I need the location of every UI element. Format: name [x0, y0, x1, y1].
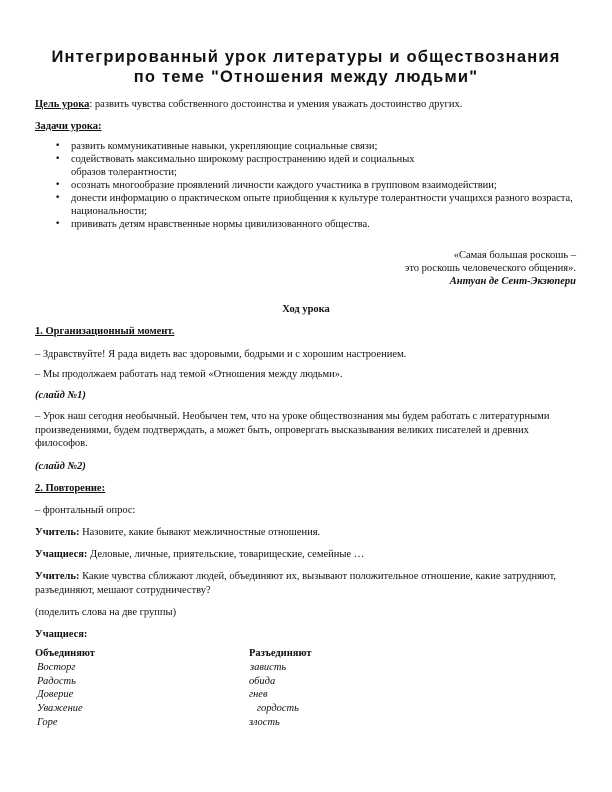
document-title	[30, 47, 582, 87]
word-divide: гордость	[249, 703, 299, 715]
epigraph-line-1: «Самая большая роскошь –	[453, 250, 576, 261]
students-label-2: Учащиеся:	[35, 629, 88, 640]
word-divide: зависть	[250, 661, 287, 673]
tasks-label: Задачи урока:	[35, 121, 102, 132]
teacher-question-2	[35, 570, 575, 597]
words-table	[35, 648, 375, 731]
students-label: Учащиеся:	[35, 549, 88, 560]
section-heading-1: 1. Организационный момент.	[35, 326, 175, 337]
list-item: • осознать многообразие проявлений личности каждого участника в групповом взаимодействии;	[55, 179, 585, 192]
word-divide: злость	[249, 716, 280, 728]
title-line-1: Интегрированный урок литературы и обществознания	[51, 48, 561, 66]
list-item: • прививать детям нравственные нормы цивилизованного общества.	[55, 218, 585, 231]
teacher-question-text: Назовите, какие бывают межличностные отношения.	[79, 527, 321, 538]
epigraph-author: Антуан де Сент-Экзюпери	[449, 276, 576, 287]
list-item: • содействовать максимально широкому распространению идей и социальных образов толерантности;	[55, 153, 431, 179]
section-heading-2: 2. Повторение:	[35, 483, 106, 494]
table-header-row	[35, 648, 375, 662]
word-divide: обида	[249, 675, 276, 687]
teacher-question-1	[35, 526, 320, 539]
epigraph	[405, 249, 576, 288]
table-row	[35, 662, 375, 676]
title-line-2: по теме "Отношения между людьми"	[133, 68, 479, 86]
table-row	[35, 676, 375, 690]
intro-paragraph: – Урок наш сегодня необычный. Необычен тем, что на уроке обществознания мы будем работать с литературными произведениями, будем подтверждать, а может быть, опровергать высказывания великих писателей и древних философов.	[35, 411, 550, 449]
students-answer-text: Деловые, личные, приятельские, товарищеские, семейные …	[87, 549, 365, 560]
table-row	[35, 717, 375, 731]
table-row	[35, 703, 375, 717]
topic-line: – Мы продолжаем работать над темой «Отношения между людьми».	[35, 369, 343, 380]
frontal-survey: – фронтальный опрос:	[35, 505, 136, 516]
lesson-heading: Ход урока	[282, 304, 330, 315]
epigraph-line-2: это роскошь человеческого общения».	[404, 263, 576, 274]
list-item: • развить коммуникативные навыки, укрепляющие социальные связи;	[55, 140, 585, 153]
lesson-goal	[35, 98, 462, 111]
teacher-label: Учитель:	[35, 571, 80, 582]
header-unite: Объединяют	[35, 648, 95, 659]
word-unite: Восторг	[37, 661, 76, 673]
greeting-line: – Здравствуйте! Я рада видеть вас здоровыми, бодрыми и с хорошим настроением.	[35, 349, 407, 360]
header-divide: Разъединяют	[249, 648, 312, 659]
slide-note-1: (слайд №1)	[35, 390, 86, 401]
list-item: • донести информацию о практическом опыте приобщения к культуре толерантности учащихся разного возраста, национальности;	[55, 192, 576, 218]
word-unite: Доверие	[37, 689, 74, 701]
slide-note-2: (слайд №2)	[35, 461, 86, 472]
table-row	[35, 689, 375, 703]
word-unite: Радость	[37, 675, 76, 687]
students-answer-1	[35, 548, 364, 561]
teacher-label: Учитель:	[35, 527, 80, 538]
word-divide: гнев	[249, 689, 268, 701]
word-unite: Уважение	[37, 703, 83, 715]
word-unite: Горе	[37, 716, 58, 728]
split-note: (поделить слова на две группы)	[35, 607, 177, 618]
goal-label: Цель урока	[35, 99, 90, 110]
goal-text: : развить чувства собственного достоинства и умения уважать достоинство других.	[89, 99, 463, 110]
tasks-list	[55, 140, 585, 231]
teacher-question-text: Какие чувства сближают людей, объединяют их, вызывают положительное отношение, какие затрудняют, разъединяют, мешают сотрудничеству?	[35, 571, 557, 596]
